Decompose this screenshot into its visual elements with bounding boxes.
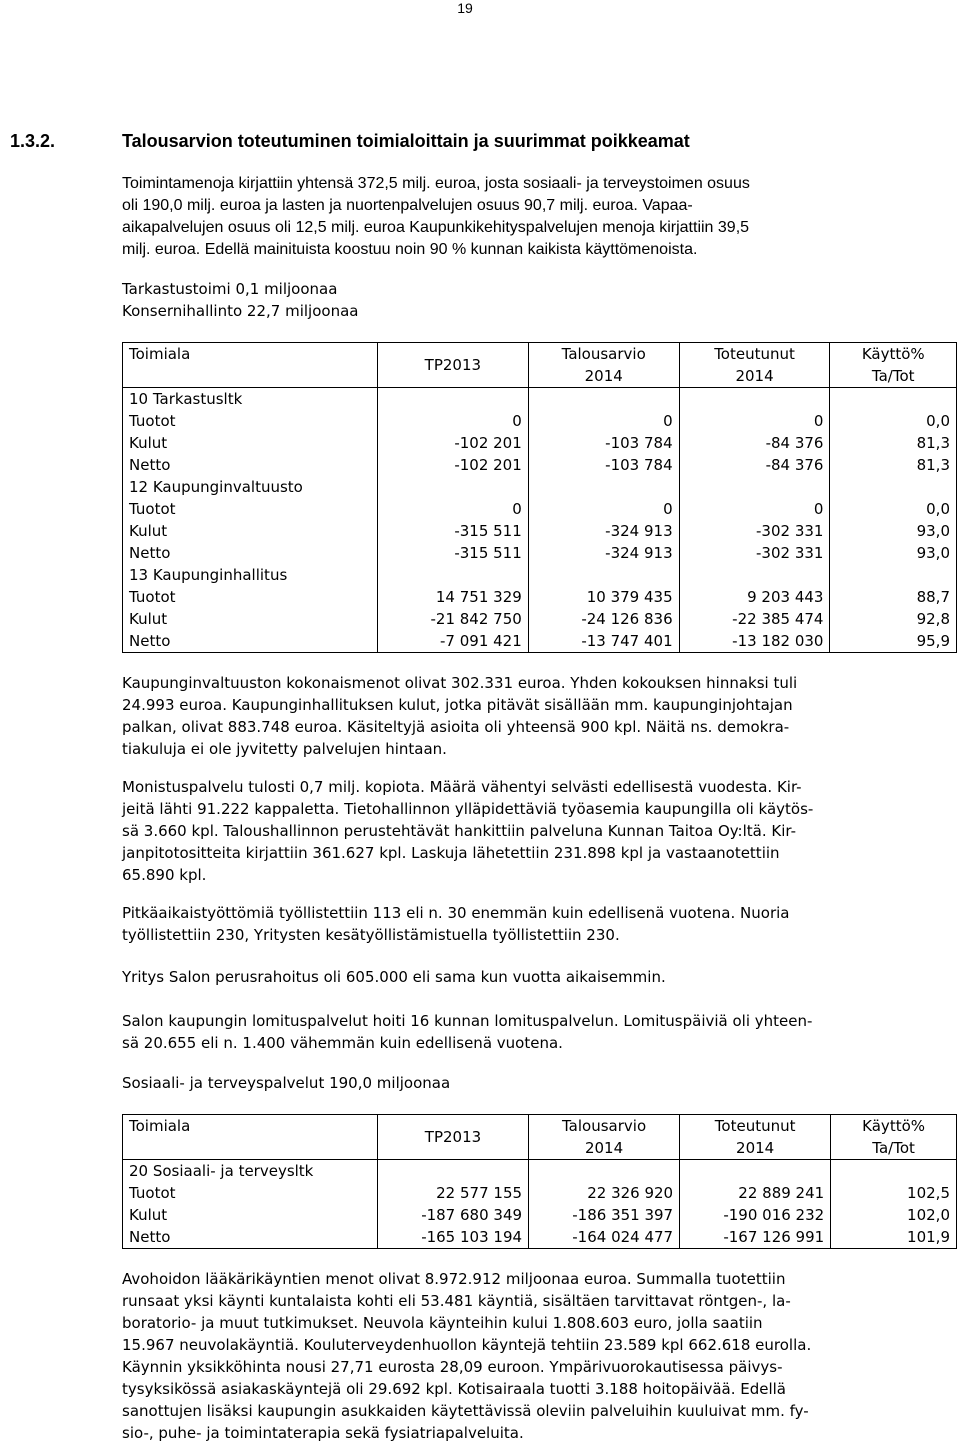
tp2013-column [377,1160,528,1249]
text-line: janpitotositteita kirjattiin 361.627 kpl. Laskuja lähetettiin 231.898 kpl ja vastaanotettiin [122,844,780,862]
text-line: 24.993 euroa. Kaupunginhallituksen kulut, jotka pitävät sisällään mm. kaupunginjohtajan [122,696,793,714]
cell-value: 93,0 [916,522,950,540]
row-label: Kulut [129,434,168,452]
text-line: Salon kaupungin lomituspalvelut hoiti 16 kunnan lomituspalvelun. Lomituspäiviä oli yhteen- [122,1012,813,1030]
header-toteutunut [679,343,830,388]
text-line: työllistettiin 230, Yritysten kesätyöllistämistuella työllistettiin 230. [122,926,620,944]
talousarvio-column [528,388,679,653]
text-line: Toimintamenoja kirjattiin yhtensä 372,5 milj. euroa, josta sosiaali- ja terveystoimen osuus [122,175,750,192]
cell-value: -102 201 [454,434,522,452]
cell-value: -324 913 [605,544,673,562]
header-line: Käyttö% [862,1117,926,1135]
text-line: milj. euroa. Edellä mainituista koostuu noin 90 % kunnan kaikista käyttömenoista. [122,241,698,258]
cell-value: -315 511 [454,544,522,562]
cell-value: 102,5 [907,1184,950,1202]
text-line: sanottujen lisäksi kaupungin asukkaiden käytettävissä oleviin palveluihin kuuluivat mm. fy- [122,1402,809,1420]
cell-value: -302 331 [756,544,824,562]
text-line: Konsernihallinto 22,7 miljoonaa [122,302,359,320]
row-label: Netto [129,632,171,650]
header-talousarvio [529,1115,680,1160]
header-kaytto [831,1115,957,1160]
cell-value: -164 024 477 [572,1228,674,1246]
page-number: 19 [457,0,473,16]
cell-value: 9 203 443 [747,588,824,606]
section-title: Talousarvion toteutuminen toimialoittain ja suurimmat poikkeamat [122,131,690,151]
row-label: Tuotot [129,412,176,430]
text-line: 15.967 neuvolakäyntiä. Kouluterveydenhuollon käyntejä tehtiin 23.589 kpl 662.618 eurolla. [122,1336,812,1354]
budget-table-sote [122,1114,957,1249]
text-line: Monistuspalvelu tulosti 0,7 milj. kopiota. Määrä vähentyi selvästi edellisestä vuodesta. Kir- [122,778,802,796]
row-label: Netto [129,1228,171,1246]
cell-value: 10 379 435 [586,588,673,606]
cell-value: 81,3 [916,434,950,452]
cell-value: -315 511 [454,522,522,540]
cell-value: 0 [663,412,673,430]
paragraph-lomitus [122,1010,940,1054]
toteutunut-column [680,1160,831,1249]
table-header-row [123,343,957,388]
section-label: 12 Kaupunginvaltuusto [129,478,303,496]
intro-paragraph [122,173,940,261]
text-line: Pitkäaikaistyöttömiä työllistettiin 113 eli n. 30 enemmän kuin edellisenä vuotena. Nuoria [122,904,790,922]
cell-value: -13 747 401 [581,632,673,650]
section-label: 13 Kaupunginhallitus [129,566,288,584]
cell-value: -102 201 [454,456,522,474]
table-body-row [123,1160,957,1249]
header-line: Ta/Tot [872,1139,915,1157]
cell-value: 0 [512,412,522,430]
header-line: 2014 [735,367,774,385]
cell-value: 0 [512,500,522,518]
cell-value: 93,0 [916,544,950,562]
cell-value: -13 182 030 [732,632,824,650]
cell-value: 0 [663,500,673,518]
header-line: Ta/Tot [871,367,915,385]
text-line: tysyksikössä asiakaskäyntejä oli 29.692 kpl. Kotisairaala tuotti 3.188 hoitopäivää. Edellä [122,1380,786,1398]
cell-value: 81,3 [916,456,950,474]
section-label: 10 Tarkastusltk [129,390,243,408]
text-line: aikapalvelujen osuus oli 12,5 milj. euroa Kaupunkikehityspalvelujen menoja kirjattiin 39,5 [122,219,750,236]
header-toimiala: Toimiala [123,343,378,388]
text-line: Yritys Salon perusrahoitus oli 605.000 eli sama kun vuotta aikaisemmin. [122,968,666,986]
table-header-row [123,1115,957,1160]
paragraph-yritys [122,966,940,988]
cell-value: 88,7 [916,588,950,606]
text-line: tiakuluja ei ole jyvitetty palvelujen hintaan. [122,740,447,758]
header-tp2013 [377,343,528,388]
row-label: Kulut [129,610,168,628]
cell-value: -7 091 421 [440,632,522,650]
header-kaytto [830,343,957,388]
cell-value: -24 126 836 [581,610,673,628]
text-line: jeitä lähti 91.222 kappaletta. Tietohallinnon ylläpidettäviä työasemia kaupungilla oli käytös- [122,800,814,818]
header-line: Toteutunut [714,345,795,363]
header-tp2013-label: TP2013 [424,356,482,374]
cell-value: -167 126 991 [723,1228,825,1246]
cell-value: -187 680 349 [421,1206,523,1224]
section-number: 1.3.2. [10,131,56,151]
cell-value: 0 [813,412,824,430]
talousarvio-column [529,1160,680,1249]
row-label: Kulut [129,522,168,540]
header-tp2013-label: TP2013 [424,1128,482,1146]
text-line: Sosiaali- ja terveyspalvelut 190,0 miljoonaa [122,1074,451,1092]
label-column [123,1160,378,1249]
text-line: runsaat yksi käynti kuntalaista kohti eli 53.481 käyntiä, sisältäen tarvittavat röntgen-, la- [122,1292,791,1310]
row-label: Tuotot [129,500,176,518]
section-label: 20 Sosiaali- ja terveysltk [129,1162,314,1180]
cell-value: -302 331 [756,522,824,540]
cell-value: 95,9 [916,632,950,650]
header-tp2013 [377,1115,528,1160]
cell-value: 22 889 241 [738,1184,825,1202]
paragraph-avohoito [122,1268,940,1444]
cell-value: 92,8 [916,610,950,628]
cell-value: -21 842 750 [430,610,522,628]
cell-value: 102,0 [907,1206,950,1224]
cell-value: 22 326 920 [587,1184,674,1202]
paragraph-valtuusto [122,672,940,760]
paragraph-monistus [122,776,940,886]
cell-value: 0 [813,500,824,518]
cell-value: -324 913 [605,522,673,540]
text-line: Avohoidon lääkärikäyntien menot olivat 8.972.912 miljoonaa euroa. Summalla tuotettiin [122,1270,786,1288]
text-line: Kaupunginvaltuuston kokonaismenot olivat 302.331 euroa. Yhden kokouksen hinnaksi tuli [122,674,798,692]
row-label: Tuotot [129,588,176,606]
summary-lines [122,278,940,322]
cell-value: -165 103 194 [421,1228,523,1246]
header-line: Toteutunut [714,1117,796,1135]
text-line: sio-, puhe- ja toimintaterapia sekä fysiatriapalveluita. [122,1424,524,1442]
text-line: 65.890 kpl. [122,866,207,884]
section-heading [10,131,940,152]
cell-value: 0,0 [926,500,950,518]
text-line: palkan, olivat 883.748 euroa. Käsiteltyjä asioita oli yhteensä 900 kpl. Näitä ns. demokra- [122,718,790,736]
cell-value: -103 784 [605,434,673,452]
text-line: Tarkastustoimi 0,1 miljoonaa [122,280,338,298]
text-line: Käynnin yksikköhinta nousi 27,71 eurosta 28,09 euroon. Ympärivuorokautisessa päivys- [122,1358,783,1376]
toteutunut-column [679,388,830,653]
text-line: boratorio- ja muut tutkimukset. Neuvola käynteihin kului 1.808.603 euro, jolla saatiin [122,1314,763,1332]
cell-value: 101,9 [907,1228,950,1246]
text-line: sä 20.655 eli n. 1.400 vähemmän kuin edellisenä vuotena. [122,1034,563,1052]
cell-value: 14 751 329 [435,588,522,606]
header-line: Talousarvio [561,345,646,363]
cell-value: -186 351 397 [572,1206,674,1224]
label-column [123,388,378,653]
header-line: 2014 [584,367,623,385]
row-label: Netto [129,456,171,474]
row-label: Netto [129,544,171,562]
budget-table-hallinto [122,342,957,653]
row-label: Kulut [129,1206,168,1224]
header-talousarvio [528,343,679,388]
cell-value: 22 577 155 [436,1184,523,1202]
table-body-row [123,388,957,653]
tp2013-column [377,388,528,653]
cell-value: -84 376 [765,434,824,452]
paragraph-tyollistetty [122,902,940,946]
header-line: 2014 [736,1139,775,1157]
cell-value: -84 376 [765,456,824,474]
text-line: oli 190,0 milj. euroa ja lasten ja nuortenpalvelujen osuus 90,7 milj. euroa. Vapaa- [122,197,693,214]
header-line: 2014 [584,1139,624,1157]
sote-summary [122,1072,940,1094]
row-label: Tuotot [129,1184,176,1202]
header-toteutunut [680,1115,831,1160]
text-line: sä 3.660 kpl. Taloushallinnon perustehtävät hankittiin palveluna Kunnan Taitoa Oy:ltä. Kir- [122,822,796,840]
cell-value: -190 016 232 [723,1206,825,1224]
header-toimiala: Toimiala [123,1115,378,1160]
cell-value: -103 784 [605,456,673,474]
cell-value: -22 385 474 [732,610,824,628]
header-line: Talousarvio [562,1117,647,1135]
kaytto-column [831,1160,957,1249]
kaytto-column [830,388,957,653]
cell-value: 0,0 [926,412,950,430]
header-line: Käyttö% [861,345,925,363]
